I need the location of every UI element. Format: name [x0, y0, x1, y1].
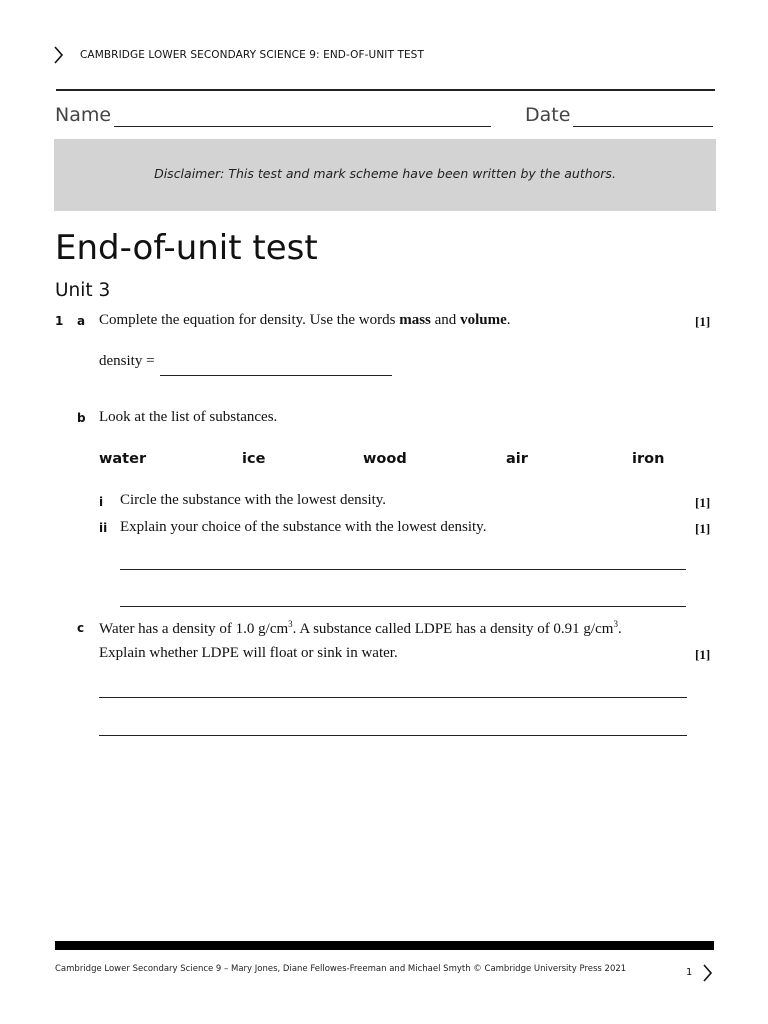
question-1b-text: Look at the list of substances. — [99, 409, 278, 425]
q1c-text-part: . A substance called LDPE has a density of 0.91 g/cm — [292, 621, 614, 637]
question-1c-line1 — [99, 619, 622, 638]
superscript: 3 — [288, 619, 293, 629]
date-label: Date — [525, 104, 571, 126]
q1a-text-part: . — [506, 312, 511, 328]
unit-subtitle: Unit 3 — [55, 280, 111, 301]
name-field-line[interactable] — [114, 126, 491, 127]
answer-line-1bii-1[interactable] — [120, 569, 686, 570]
density-label: density = — [99, 353, 155, 369]
footer-rule — [55, 941, 714, 950]
marks-1bii: [1] — [695, 521, 711, 536]
next-page-icon[interactable] — [702, 963, 714, 988]
answer-line-1c-2[interactable] — [99, 735, 687, 736]
answer-line-1c-1[interactable] — [99, 697, 687, 698]
disclaimer-box — [54, 139, 716, 211]
marks-1a: [1] — [695, 314, 711, 329]
marks-1c: [1] — [695, 647, 711, 662]
part-letter-b: b — [77, 411, 86, 425]
part-letter-a: a — [77, 314, 86, 328]
question-1a-text — [99, 312, 510, 329]
q1a-bold-mass: mass — [399, 312, 431, 328]
q1c-text-part: . — [617, 621, 622, 637]
subpart-i: i — [99, 495, 104, 509]
question-1bii-text: Explain your choice of the substance with the lowest density. — [120, 519, 487, 535]
disclaimer-text: Disclaimer: This test and mark scheme have been written by the authors. — [154, 166, 616, 181]
name-label: Name — [55, 104, 112, 126]
header-rule — [56, 89, 715, 91]
superscript: 3 — [613, 619, 618, 629]
answer-line-1bii-2[interactable] — [120, 606, 686, 607]
answer-line-1a[interactable] — [160, 375, 392, 376]
question-1c-line2: Explain whether LDPE will float or sink in water. — [99, 645, 398, 661]
running-header: CAMBRIDGE LOWER SECONDARY SCIENCE 9: END-OF-UNIT TEST — [80, 49, 424, 61]
page-title: End-of-unit test — [55, 228, 318, 268]
substance-wood[interactable]: wood — [363, 451, 407, 467]
substance-ice[interactable]: ice — [242, 451, 266, 467]
date-field-line[interactable] — [573, 126, 713, 127]
page-number: 1 — [686, 967, 693, 978]
question-number: 1 — [55, 314, 64, 328]
q1a-text-part: Complete the equation for density. Use the words — [99, 312, 400, 328]
chevron-right-icon — [53, 45, 65, 70]
q1a-bold-volume: volume — [460, 312, 507, 328]
substance-iron[interactable]: iron — [632, 451, 665, 467]
substance-air[interactable]: air — [506, 451, 528, 467]
substance-water[interactable]: water — [99, 451, 147, 467]
question-1bi-text: Circle the substance with the lowest density. — [120, 492, 387, 508]
part-letter-c: c — [77, 621, 85, 635]
q1c-text-part: Water has a density of 1.0 g/cm — [99, 621, 289, 637]
marks-1bi: [1] — [695, 495, 711, 510]
subpart-ii: ii — [99, 521, 108, 535]
footer-credit: Cambridge Lower Secondary Science 9 – Mary Jones, Diane Fellowes-Freeman and Michael Smyth © Cambridge University Press 2021 — [55, 964, 627, 974]
q1a-text-part: and — [430, 312, 461, 328]
